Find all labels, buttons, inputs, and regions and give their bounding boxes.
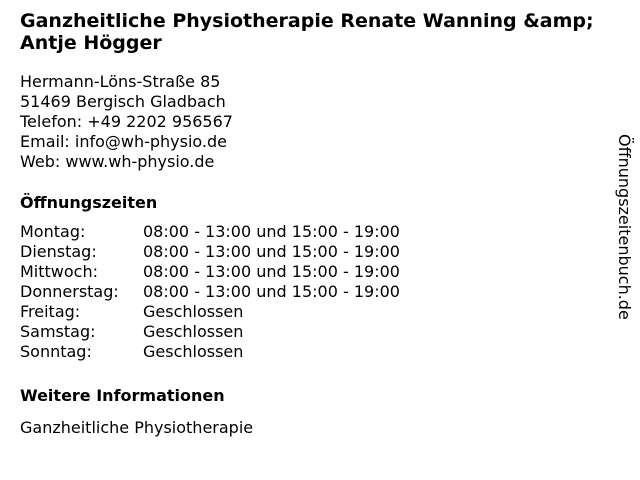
hours-value: Geschlossen bbox=[143, 342, 244, 361]
day-label: Sonntag: bbox=[20, 342, 92, 361]
hours-row-tuesday bbox=[20, 242, 600, 262]
business-name: Ganzheitliche Physiotherapie Renate Wanning &amp; Antje Högger bbox=[20, 10, 594, 54]
hours-value: 08:00 - 13:00 und 15:00 - 19:00 bbox=[143, 222, 400, 241]
day-label: Samstag: bbox=[20, 322, 96, 341]
day-label: Freitag: bbox=[20, 302, 81, 321]
opening-hours-table bbox=[20, 222, 600, 362]
day-label: Montag: bbox=[20, 222, 86, 241]
hours-row-thursday bbox=[20, 282, 600, 302]
sidebar-site-label: Öffnungszeitenbuch.de bbox=[615, 134, 634, 320]
hours-row-friday bbox=[20, 302, 600, 322]
hours-row-saturday bbox=[20, 322, 600, 342]
day-label: Donnerstag: bbox=[20, 282, 119, 301]
day-label: Dienstag: bbox=[20, 242, 97, 261]
more-info-heading: Weitere Informationen bbox=[20, 386, 225, 405]
hours-row-monday bbox=[20, 222, 600, 242]
more-info-text: Ganzheitliche Physiotherapie bbox=[20, 418, 254, 437]
business-card bbox=[20, 10, 600, 438]
contact-details bbox=[20, 72, 600, 172]
hours-value: 08:00 - 13:00 und 15:00 - 19:00 bbox=[143, 262, 400, 281]
email-address: Email: info@wh-physio.de bbox=[20, 132, 228, 151]
website: Web: www.wh-physio.de bbox=[20, 152, 215, 171]
hours-row-wednesday bbox=[20, 262, 600, 282]
hours-value: 08:00 - 13:00 und 15:00 - 19:00 bbox=[143, 242, 400, 261]
street-address: Hermann-Löns-Straße 85 bbox=[20, 72, 221, 91]
phone-number: Telefon: +49 2202 956567 bbox=[20, 112, 233, 131]
hours-value: Geschlossen bbox=[143, 302, 244, 321]
city-address: 51469 Bergisch Gladbach bbox=[20, 92, 226, 111]
hours-value: Geschlossen bbox=[143, 322, 244, 341]
hours-value: 08:00 - 13:00 und 15:00 - 19:00 bbox=[143, 282, 400, 301]
opening-hours-heading: Öffnungszeiten bbox=[20, 193, 158, 212]
hours-row-sunday bbox=[20, 342, 600, 362]
day-label: Mittwoch: bbox=[20, 262, 98, 281]
